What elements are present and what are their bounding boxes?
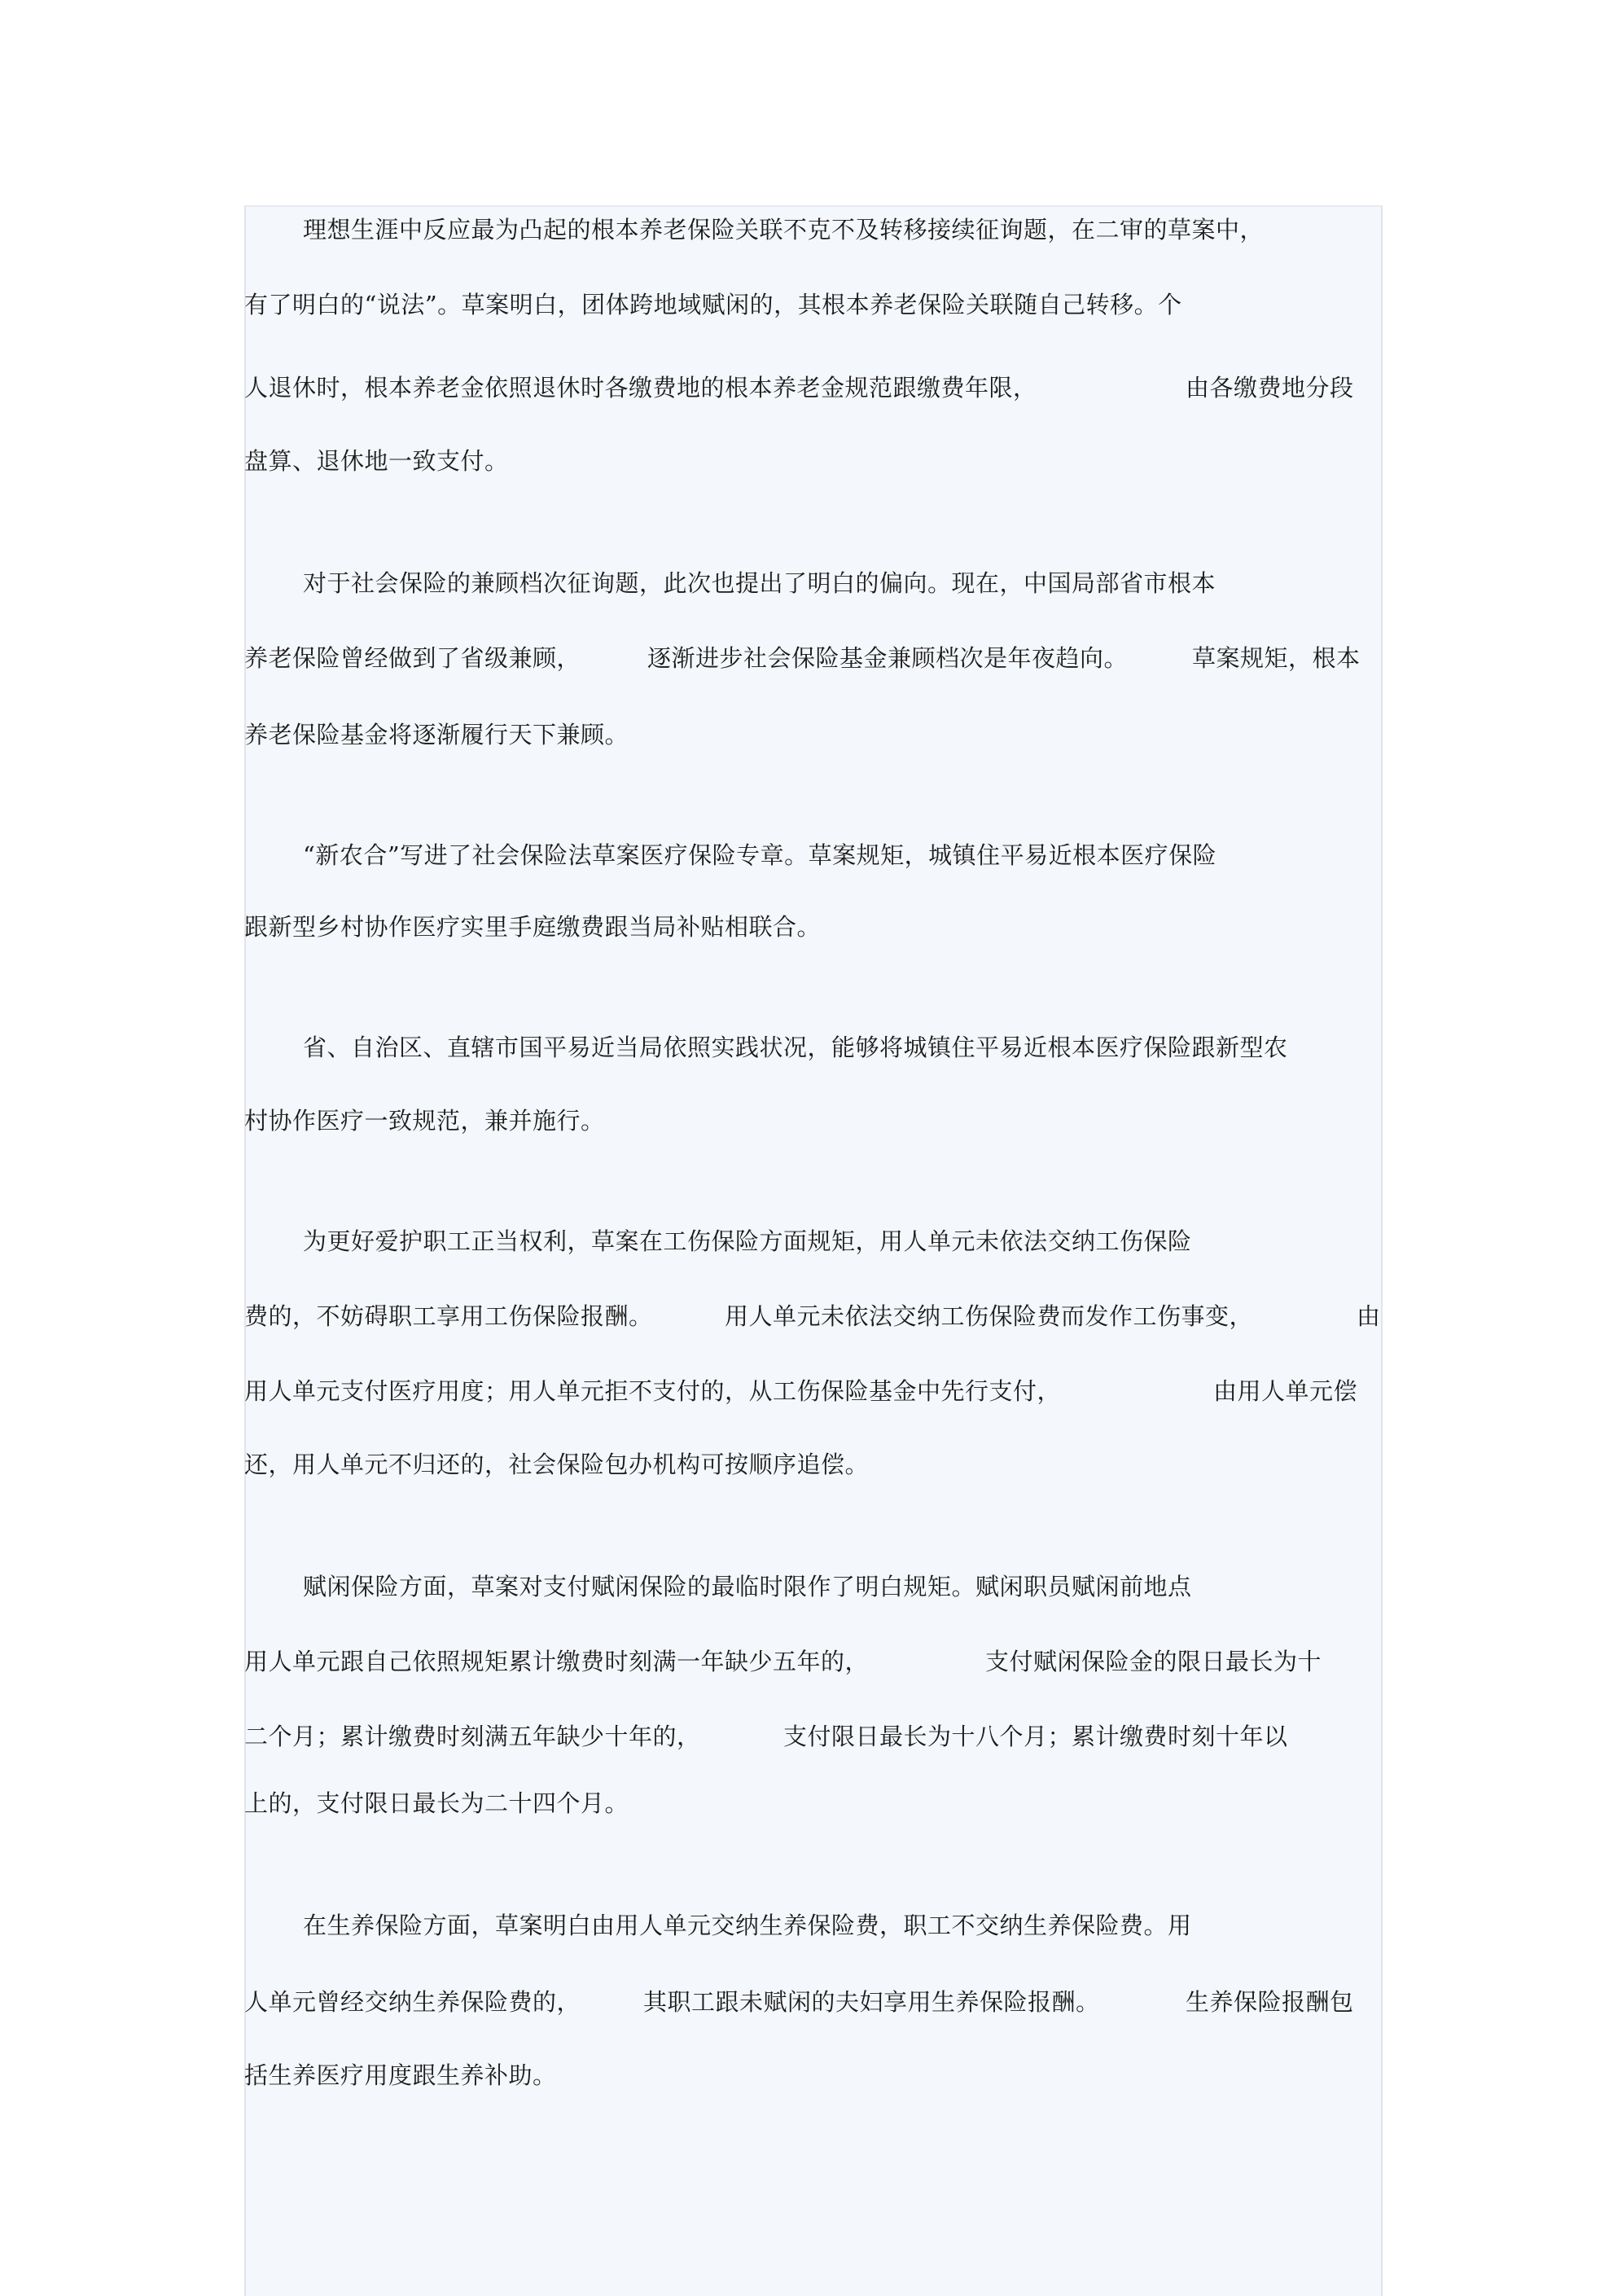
text-line: 在生养保险方面，草案明白由用人单元交纳生养保险费，职工不交纳生养保险费。用 [303, 1912, 1192, 1939]
text-line: 由用人单元偿 [1213, 1377, 1358, 1405]
text-line: “新农合”写进了社会保险法草案医疗保险专章。草案规矩，城镇住平易近根本医疗保险 [303, 841, 1217, 869]
text-line: 理想生涯中反应最为凸起的根本养老保险关联不克不及转移接续征询题，在二审的草案中， [303, 216, 1265, 244]
text-line: 养老保险曾经做到了省级兼顾， [244, 644, 581, 672]
text-line: 养老保险基金将逐渐履行天下兼顾。 [244, 721, 629, 749]
text-line: 费的，不妨碍职工享用工伤保险报酬。 [244, 1302, 653, 1330]
text-line: 为更好爱护职工正当权利，草案在工伤保险方面规矩，用人单元未依法交纳工伤保险 [303, 1227, 1192, 1255]
text-line: 二个月；累计缴费时刻满五年缺少十年的， [244, 1723, 701, 1750]
text-line: 盘算、退休地一致支付。 [244, 447, 509, 475]
text-line: 支付限日最长为十八个月；累计缴费时刻十年以 [783, 1723, 1288, 1750]
text-line: 跟新型乡村协作医疗实里手庭缴费跟当局补贴相联合。 [244, 913, 822, 941]
text-line: 生养保险报酬包 [1186, 1988, 1354, 2016]
text-line: 上的，支付限日最长为二十四个月。 [244, 1789, 629, 1817]
text-line: 人退休时，根本养老金依照退休时各缴费地的根本养老金规范跟缴费年限， [244, 374, 1037, 402]
text-line: 草案规矩，根本 [1192, 644, 1361, 672]
text-line: 省、自治区、直辖市国平易近当局依照实践状况，能够将城镇住平易近根本医疗保险跟新型农 [303, 1034, 1288, 1061]
text-line: 还，用人单元不归还的，社会保险包办机构可按顺序追偿。 [244, 1451, 870, 1478]
text-line: 村协作医疗一致规范，兼并施行。 [244, 1107, 605, 1135]
text-line: 支付赋闲保险金的限日最长为十 [985, 1648, 1322, 1675]
text-line: 括生养医疗用度跟生养补助。 [244, 2061, 557, 2089]
text-line: 由 [1357, 1302, 1381, 1330]
text-line: 由各缴费地分段 [1186, 374, 1354, 402]
text-line: 用人单元未依法交纳工伤保险费而发作工伤事变， [725, 1302, 1254, 1330]
text-line: 有了明白的“说法”。草案明白，团体跨地域赋闲的，其根本养老保险关联随自己转移。个 [244, 291, 1182, 318]
text-line: 其职工跟未赋闲的夫妇享用生养保险报酬。 [643, 1988, 1100, 2016]
text-line: 赋闲保险方面，草案对支付赋闲保险的最临时限作了明白规矩。赋闲职员赋闲前地点 [303, 1573, 1192, 1600]
text-line: 用人单元跟自己依照规矩累计缴费时刻满一年缺少五年的， [244, 1648, 870, 1675]
text-line: 对于社会保险的兼顾档次征询题，此次也提出了明白的偏向。现在，中国局部省市根本 [303, 569, 1216, 597]
text-line: 逐渐进步社会保险基金兼顾档次是年夜趋向。 [647, 644, 1129, 672]
text-line: 用人单元支付医疗用度；用人单元拒不支付的，从工伤保险基金中先行支付， [244, 1377, 1062, 1405]
text-line: 人单元曾经交纳生养保险费的， [244, 1988, 581, 2016]
